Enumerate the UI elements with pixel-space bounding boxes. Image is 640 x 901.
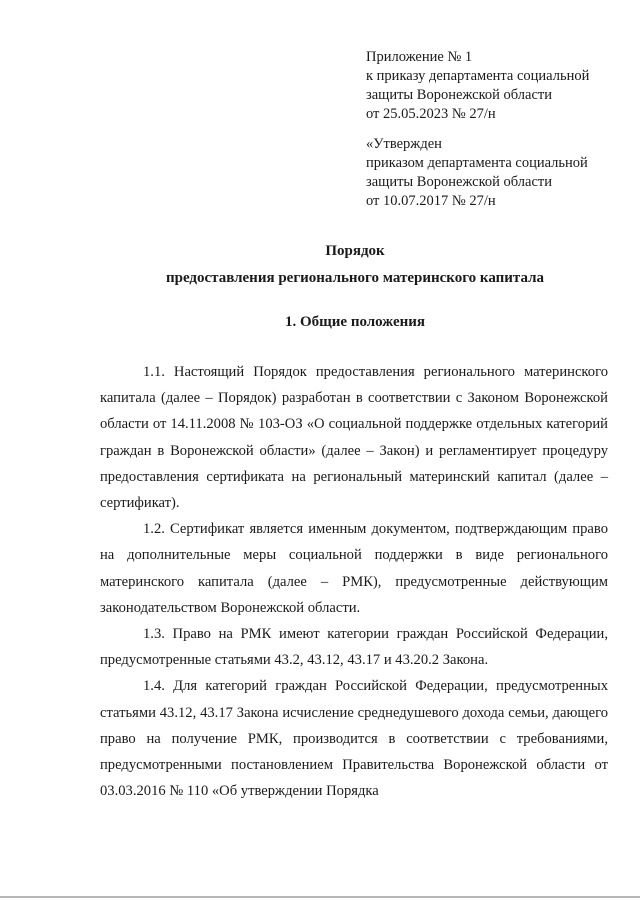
approval-block (366, 135, 616, 211)
appendix-line: Приложение № 1 (366, 49, 473, 65)
document-body (100, 359, 608, 804)
section-heading: 1. Общие положения (284, 314, 426, 330)
approval-line: «Утвержден (366, 136, 442, 152)
document-subtitle: предоставления регионального материнского капитала (165, 270, 545, 286)
approval-line: приказом департамента социальной (366, 155, 588, 171)
paragraph-1-4: 1.4. Для категорий граждан Российской Федерации, предусмотренных статьями 43.12, 43.17 Закона исчисление среднедушевого дохода семьи, дающего право на получение РМК, производится в соответствии с требованиями, предусмотренными постановлением Правительства Воронежской области от 03.03.2016 № 110 «Об утверждении Порядка (100, 678, 608, 800)
approval-line: от 10.07.2017 № 27/н (366, 193, 496, 209)
paragraph-1-2: 1.2. Сертификат является именным документом, подтверждающим право на дополнительные меры социальной поддержки в виде регионального материнского капитала (далее – РМК), предусмотренные действующим законодательством Воронежской области. (100, 521, 608, 616)
scan-bottom-edge (0, 896, 640, 898)
paragraph-1-3: 1.3. Право на РМК имеют категории граждан Российской Федерации, предусмотренные статьями 43.2, 43.12, 43.17 и 43.20.2 Закона. (100, 626, 608, 669)
appendix-block (366, 48, 616, 124)
appendix-line: к приказу департамента социальной (366, 68, 590, 84)
appendix-line: от 25.05.2023 № 27/н (366, 106, 496, 122)
paragraph-1-1: 1.1. Настоящий Порядок предоставления регионального материнского капитала (далее – Порядок) разработан в соответствии с Законом Воронежской области от 14.11.2008 № 103-ОЗ «О социальной поддержке отдельных категорий граждан в Воронежской области» (далее – Закон) и регламентирует процедуру предоставления сертификата на региональный материнский капитал (далее – сертификат). (100, 364, 608, 512)
document-title: Порядок (325, 243, 385, 259)
approval-line: защиты Воронежской области (366, 174, 553, 190)
appendix-line: защиты Воронежской области (366, 87, 553, 103)
